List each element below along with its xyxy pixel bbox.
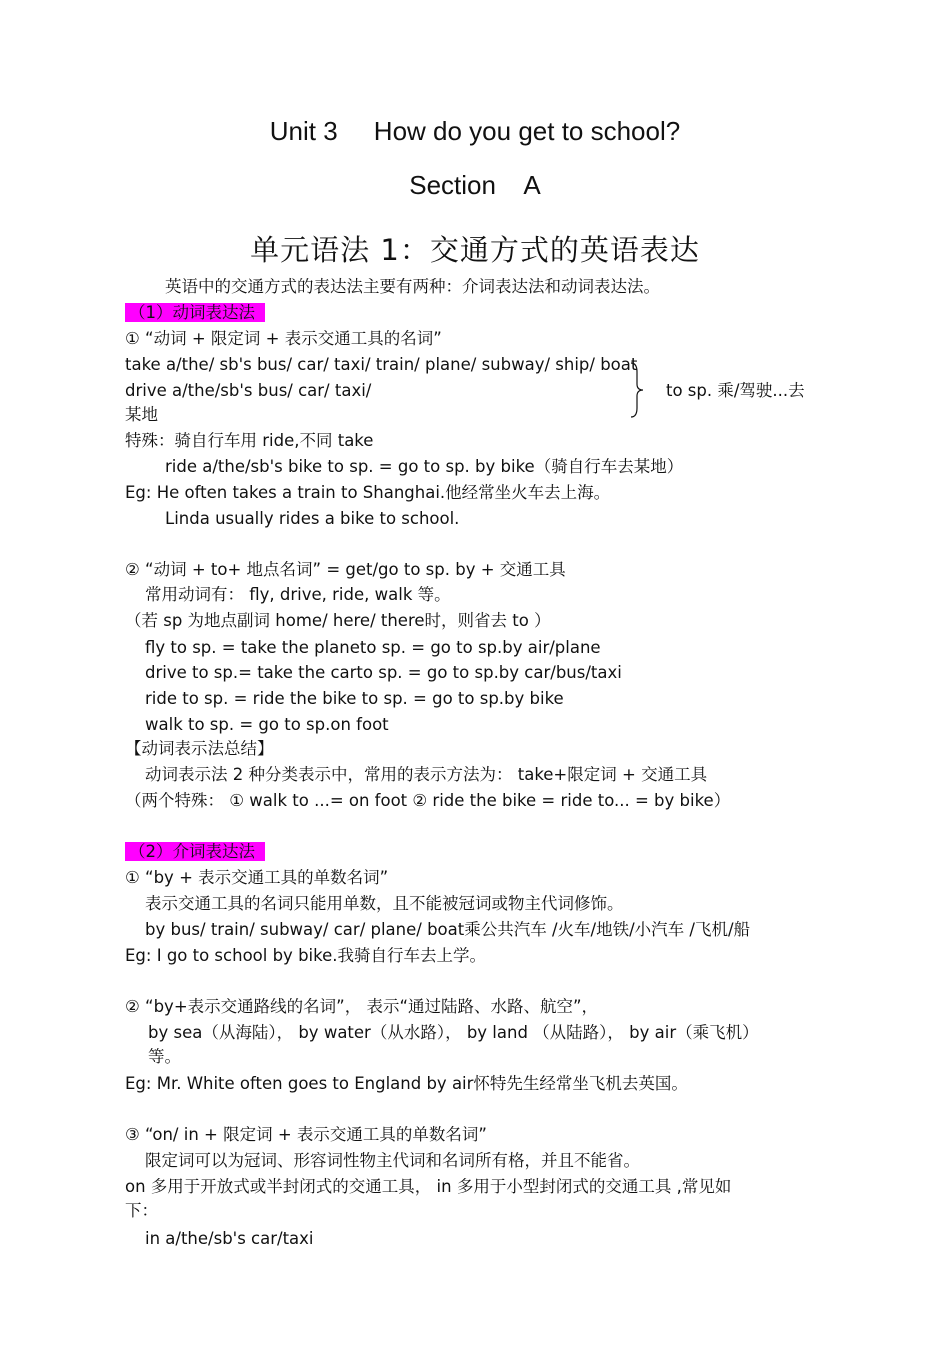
part2-point3-title: ③ “on/ in + 限定词 + 表示交通工具的单数名词” (125, 1125, 487, 1144)
part2-point1-title: ① “by + 表示交通工具的单数名词” (125, 868, 389, 887)
example-1: Eg: He often takes a train to Shanghai.他经常坐火车去上海。 (125, 483, 611, 502)
drive-line: drive a/the/sb's bus/ car/ taxi/ (125, 381, 372, 400)
part2-point2-list: by sea（从海陆）， by water（从水路）， by land （从陆路）， by air（乘飞机） (148, 1023, 759, 1042)
ride-line: ride a/the/sb's bike to sp. = go to sp. by bike（骑自行车去某地） (165, 457, 684, 476)
example-3: Eg: I go to school by bike.我骑自行车去上学。 (125, 946, 486, 965)
part2-point1-desc: 表示交通工具的名词只能用单数，且不能被冠词或物主代词修饰。 (145, 894, 624, 913)
on-in-usage-cont: 下： (125, 1201, 158, 1220)
part1-point2-title: ② “动词 + to+ 地点名词” = get/go to sp. by + 交通工具 (125, 560, 566, 579)
to-sp-text: to sp. 乘/驾驶...去 (666, 381, 805, 400)
intro-text: 英语中的交通方式的表达法主要有两种：介词表达法和动词表达法。 (165, 277, 660, 296)
part1-point1-title: ① “动词 + 限定词 + 表示交通工具的名词” (125, 329, 442, 348)
section-title: Section A (409, 170, 541, 200)
ride-to-line: ride to sp. = ride the bike to sp. = go to sp.by bike (145, 689, 564, 708)
summary-text: 动词表示法 2 种分类表示中，常用的表示方法为： take+限定词 + 交通工具 (145, 765, 708, 784)
part2-label-text: （2）介词表达法 (125, 842, 265, 861)
part2-point1-list: by bus/ train/ subway/ car/ plane/ boat乘公共汽车 /火车/地铁/小汽车 /飞机/船 (145, 920, 751, 939)
part2-point2-title: ② “by+表示交通路线的名词”， 表示“通过陆路、水路、航空”， (125, 997, 599, 1016)
fly-line: fly to sp. = take the planeto sp. = go to sp.by air/plane (145, 638, 601, 657)
drive-to-line: drive to sp.= take the carto sp. = go to sp.by car/bus/taxi (145, 663, 622, 682)
place-text: 某地 (125, 405, 158, 424)
example-4: Eg: Mr. White often goes to England by air怀特先生经常坐飞机去英国。 (125, 1074, 688, 1093)
unit-title: Unit 3 How do you get to school? (269, 116, 681, 146)
part2-label (125, 841, 265, 863)
part1-label-text: （1）动词表达法 (125, 303, 265, 322)
part1-label (125, 302, 265, 324)
two-specials: （两个特殊： ① walk to ...= on foot ② ride the bike = ride to... = by bike） (125, 791, 731, 810)
take-line: take a/the/ sb's bus/ car/ taxi/ train/ plane/ subway/ ship/ boat (125, 355, 638, 374)
on-in-usage: on 多用于开放式或半封闭式的交通工具， in 多用于小型封闭式的交通工具 ,常见如 (125, 1177, 732, 1196)
page-heading: 单元语法 1：交通方式的英语表达 (250, 233, 700, 267)
summary-title: 【动词表示法总结】 (125, 739, 274, 758)
in-car-line: in a/the/sb's car/taxi (145, 1229, 314, 1248)
place-adverb-note: （若 sp 为地点副词 home/ here/ there时，则省去 to ） (125, 611, 551, 630)
part2-point2-etc: 等。 (148, 1047, 181, 1066)
brace-icon (630, 362, 644, 418)
special-note: 特殊：骑自行车用 ride,不同 take (125, 431, 374, 450)
part2-point3-desc: 限定词可以为冠词、形容词性物主代词和名词所有格，并且不能省。 (145, 1151, 640, 1170)
walk-line: walk to sp. = go to sp.on foot (145, 715, 389, 734)
common-verbs: 常用动词有： fly, drive, ride, walk 等。 (145, 585, 451, 604)
example-2: Linda usually rides a bike to school. (165, 509, 460, 528)
